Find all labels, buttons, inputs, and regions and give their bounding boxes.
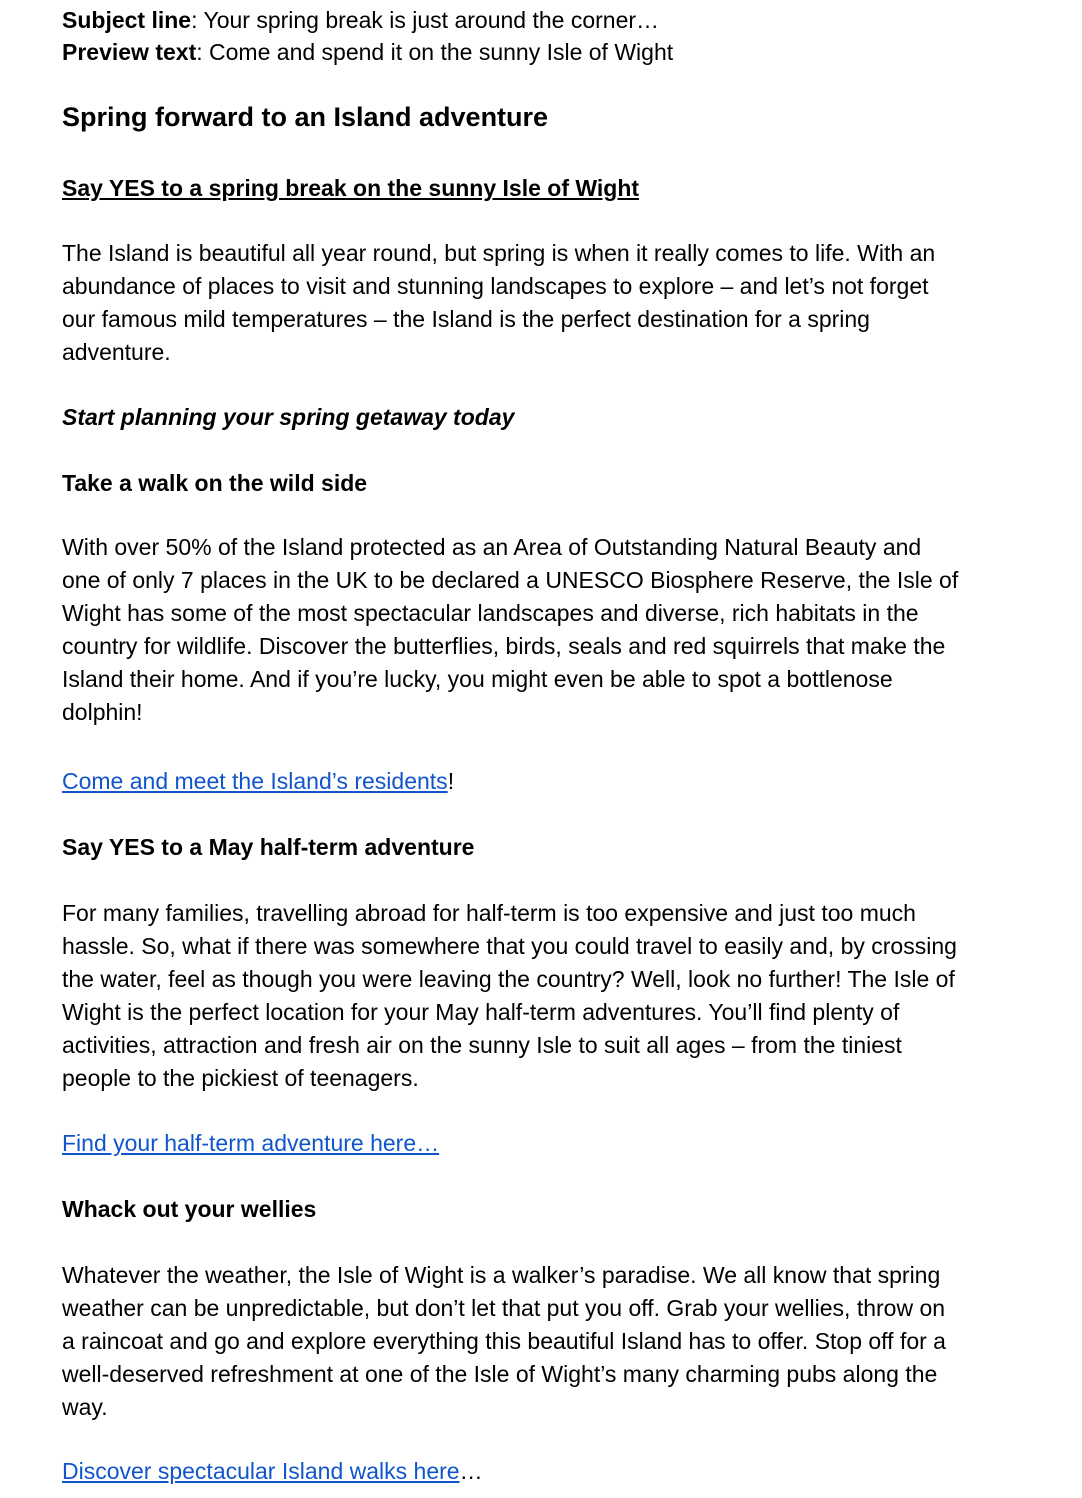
link-suffix: … <box>459 1458 483 1484</box>
paragraph-line: activities, attraction and fresh air on the sunny Isle to suit all ages – from the tiniest <box>62 1032 902 1058</box>
paragraph-line: Whatever the weather, the Isle of Wight is a walker’s paradise. We all know that spring <box>62 1262 941 1288</box>
paragraph-line: hassle. So, what if there was somewhere that you could travel to easily and, by crossing <box>62 933 957 959</box>
preview-line <box>62 36 673 68</box>
half-term-adventure-link[interactable]: Find your half-term adventure here… <box>62 1130 440 1156</box>
cta-heading: Start planning your spring getaway today <box>62 404 515 430</box>
paragraph-line: Wight has some of the most spectacular landscapes and diverse, rich habitats in the <box>62 600 919 626</box>
section-heading-wellies: Whack out your wellies <box>62 1196 317 1222</box>
paragraph-line: With over 50% of the Island protected as an Area of Outstanding Natural Beauty and <box>62 534 922 560</box>
preview-label: Preview text <box>62 39 197 65</box>
paragraph-line: well-deserved refreshment at one of the Isle of Wight’s many charming pubs along the <box>62 1361 938 1387</box>
section-heading-wild-side: Take a walk on the wild side <box>62 470 368 496</box>
section-heading-half-term: Say YES to a May half-term adventure <box>62 834 475 860</box>
section-paragraph-wild-side <box>62 531 1052 729</box>
paragraph-line: way. <box>62 1394 108 1420</box>
paragraph-line: country for wildlife. Discover the butterflies, birds, seals and red squirrels that make the <box>62 633 946 659</box>
section-link-line-wild-side <box>62 765 454 797</box>
intro-line: The Island is beautiful all year round, but spring is when it really comes to life. With an <box>62 240 936 266</box>
paragraph-line: For many families, travelling abroad for half-term is too expensive and just too much <box>62 900 916 926</box>
section-link-line-half-term <box>62 1127 439 1159</box>
subject-value: : Your spring break is just around the corner… <box>191 7 660 33</box>
paragraph-line: the water, feel as though you were leaving the country? Well, look no further! The Isle of <box>62 966 955 992</box>
preview-value: : Come and spend it on the sunny Isle of Wight <box>196 39 674 65</box>
subject-label: Subject line <box>62 7 192 33</box>
island-walks-link[interactable]: Discover spectacular Island walks here <box>62 1458 460 1484</box>
page-title: Spring forward to an Island adventure <box>62 102 549 132</box>
paragraph-line: dolphin! <box>62 699 143 725</box>
intro-paragraph <box>62 237 1052 369</box>
intro-line: abundance of places to visit and stunning landscapes to explore – and let’s not forget <box>62 273 929 299</box>
paragraph-line: weather can be unpredictable, but don’t let that put you off. Grab your wellies, throw on <box>62 1295 946 1321</box>
section-paragraph-half-term <box>62 897 1052 1095</box>
intro-line: our famous mild temperatures – the Island is the perfect destination for a spring <box>62 306 870 332</box>
paragraph-line: Wight is the perfect location for your May half-term adventures. You’ll find plenty of <box>62 999 900 1025</box>
section-link-line-wellies <box>62 1455 483 1487</box>
meet-residents-link[interactable]: Come and meet the Island’s residents <box>62 768 448 794</box>
paragraph-line: Island their home. And if you’re lucky, you might even be able to spot a bottlenose <box>62 666 893 692</box>
paragraph-line: a raincoat and go and explore everything this beautiful Island has to offer. Stop off for a <box>62 1328 946 1354</box>
intro-line: adventure. <box>62 339 171 365</box>
link-suffix: ! <box>447 768 455 794</box>
section-paragraph-wellies <box>62 1259 1052 1424</box>
paragraph-line: one of only 7 places in the UK to be declared a UNESCO Biosphere Reserve, the Isle of <box>62 567 959 593</box>
page-subtitle: Say YES to a spring break on the sunny Isle of Wight <box>62 175 640 201</box>
paragraph-line: people to the pickiest of teenagers. <box>62 1065 419 1091</box>
subject-line <box>62 4 659 36</box>
